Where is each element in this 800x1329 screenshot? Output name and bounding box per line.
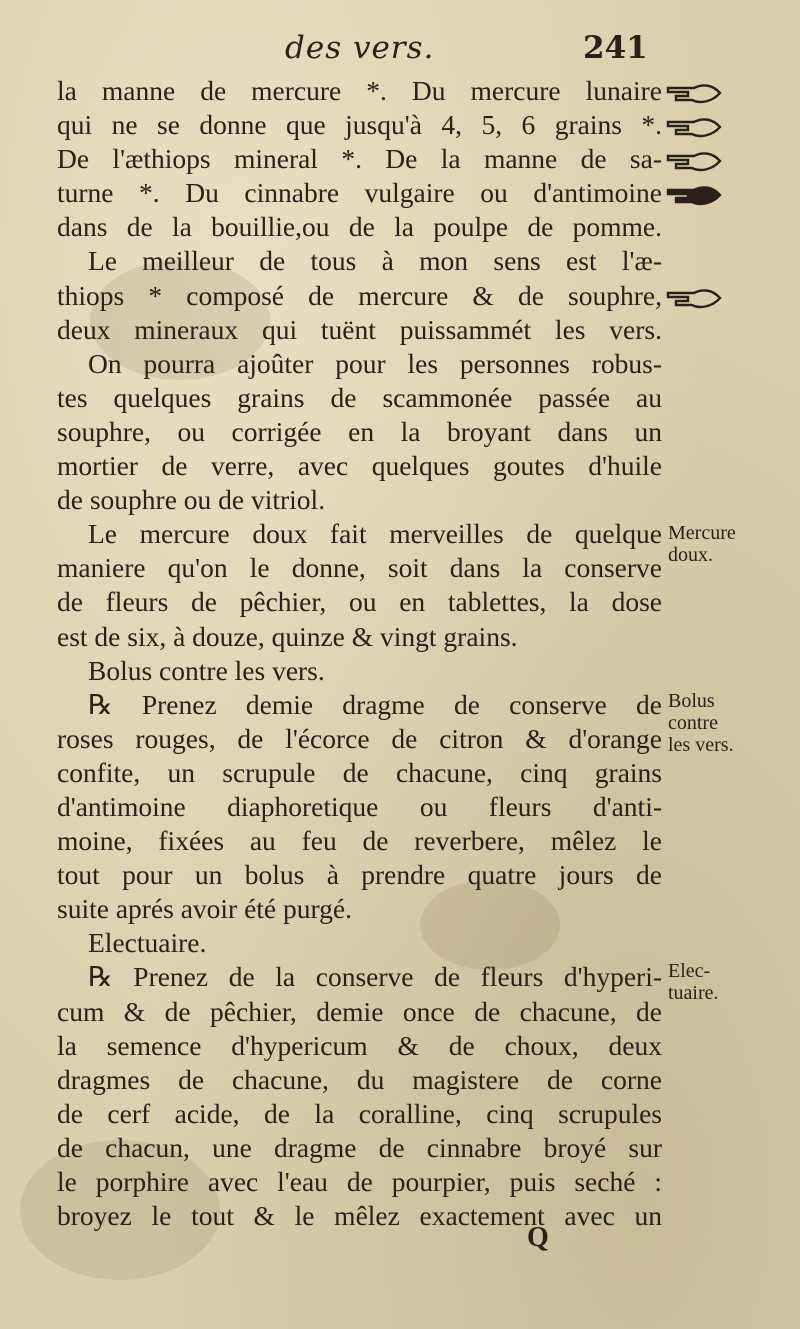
pointing-hand-icon: [662, 148, 722, 174]
text-line: tout pour un bolus à prendre quatre jours de: [57, 859, 662, 891]
margin-note-line: Bolus: [668, 690, 715, 712]
margin-note-line: contre: [668, 712, 718, 734]
margin-note-electuaire: [668, 960, 788, 1004]
text-line: de cerf acide, de la coralline, cinq scrupules: [57, 1097, 662, 1129]
margin-note-bolus: [668, 690, 788, 756]
page-header: [0, 30, 800, 74]
margin-note-mercure-doux: [668, 522, 788, 566]
catchword: Q: [527, 1222, 549, 1253]
text-line: maniere qu'on le donne, soit dans la conserve: [57, 552, 662, 584]
recipe-line: ℞ Prenez demie dragme de conserve de: [88, 688, 662, 720]
text-line: deux mineraux qui tuënt puissammét les vers.: [57, 313, 662, 345]
text-line: dragmes de chacune, du magistere de corne: [57, 1063, 662, 1095]
margin-note-line: tuaire.: [668, 982, 719, 1004]
text-line: confite, un scrupule de chacune, cinq grains: [57, 756, 662, 788]
text-line: souphre, ou corrigée en la broyant dans un: [57, 415, 662, 447]
pointing-hand-icon: [662, 80, 722, 106]
margin-note-line: Mercure: [668, 522, 736, 544]
pointing-hand-icon: [662, 114, 722, 140]
text-line: tes quelques grains de scammonée passée au: [57, 381, 662, 413]
text-line: Le mercure doux fait merveilles de quelque: [88, 518, 662, 550]
text-line: suite aprés avoir été purgé.: [57, 893, 353, 925]
running-head: des vers.: [285, 30, 435, 66]
text-line: Le meilleur de tous à mon sens est l'æ-: [88, 245, 662, 277]
pointing-hand-icon: [662, 182, 722, 208]
text-line: la manne de mercure *. Du mercure lunaire: [57, 75, 662, 106]
text-line: de fleurs de pêchier, ou en tablettes, la dose: [57, 586, 662, 618]
text-line: la semence d'hypericum & de choux, deux: [57, 1029, 662, 1061]
page-number: 241: [583, 30, 648, 66]
recipe-line: ℞ Prenez de la conserve de fleurs d'hyperi-: [88, 961, 662, 993]
text-line: qui ne se donne que jusqu'à 4, 5, 6 grains *.: [57, 109, 662, 141]
text-line: de souphre ou de vitriol.: [57, 484, 326, 516]
text-line: est de six, à douze, quinze & vingt grains.: [57, 620, 518, 652]
text-line: De l'æthiops mineral *. De la manne de sa-: [57, 143, 662, 175]
text-line: moine, fixées au feu de reverbere, mêlez le: [57, 825, 662, 857]
margin-note-line: les vers.: [668, 734, 734, 756]
section-heading: Bolus contre les vers.: [88, 654, 325, 686]
text-line: thiops * composé de mercure & de souphre,: [57, 279, 662, 311]
main-text: [57, 74, 662, 1233]
pointing-hand-icon: [662, 285, 722, 311]
text-line: turne *. Du cinnabre vulgaire ou d'antimoine: [57, 177, 662, 209]
text-line: d'antimoine diaphoretique ou fleurs d'anti-: [57, 790, 662, 822]
text-line: mortier de verre, avec quelques goutes d'huile: [57, 450, 662, 482]
text-line: le porphire avec l'eau de pourpier, puis seché :: [57, 1166, 662, 1197]
text-line: cum & de pêchier, demie once de chacune, de: [57, 995, 662, 1027]
margin-note-line: Elec-: [668, 960, 711, 982]
section-heading: Electuaire.: [88, 927, 207, 959]
text-line: roses rouges, de l'écorce de citron & d'orange: [57, 722, 662, 754]
text-line: broyez le tout & le mêlez exactement avec un: [57, 1200, 662, 1232]
text-line: de chacun, une dragme de cinnabre broyé sur: [57, 1131, 662, 1163]
text-line: On pourra ajoûter pour les personnes robus-: [88, 347, 662, 379]
margin-note-line: doux.: [668, 544, 713, 566]
text-line: dans de la bouillie,ou de la poulpe de pomme.: [57, 211, 662, 243]
